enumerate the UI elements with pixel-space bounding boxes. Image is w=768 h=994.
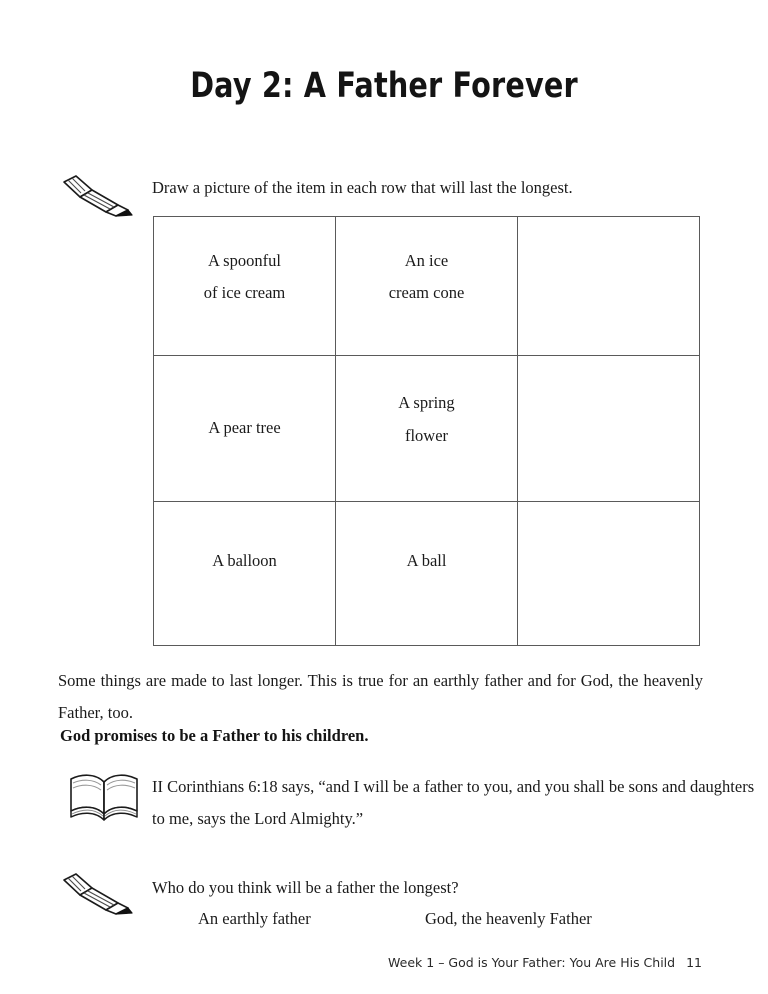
cell-line: flower <box>404 425 449 445</box>
table-cell <box>336 217 518 356</box>
answer-option-earthly-father[interactable]: An earthly father <box>198 909 311 928</box>
page-title: Day 2: A Father Forever <box>190 66 578 106</box>
table-cell <box>154 502 336 646</box>
cell-line: cream cone <box>388 283 465 302</box>
drawing-cell[interactable] <box>518 217 700 356</box>
scripture-text: II Corinthians 6:18 says, “and I will be a father to you, and you shall be sons and daughters to me, says the Lord Almighty.” <box>152 777 755 829</box>
promise-statement: God promises to be a Father to his children. <box>60 726 369 745</box>
cell-line: A spoonful <box>208 250 281 270</box>
cell-line: An ice <box>404 250 449 270</box>
table-row <box>154 502 700 646</box>
instruction-text: Draw a picture of the item in each row that will last the longest. <box>152 178 573 197</box>
footer-text: Week 1 – God is Your Father: You Are His Child <box>388 955 676 970</box>
table-cell <box>336 356 518 502</box>
page-number: 11 <box>686 955 702 970</box>
open-book-icon <box>64 770 144 828</box>
body-paragraph: Some things are made to last longer. This is true for an earthly father and for God, the heavenly Father, too. <box>58 671 703 722</box>
cell-line: A spring <box>398 393 455 413</box>
answer-option-heavenly-father[interactable]: God, the heavenly Father <box>425 909 592 928</box>
drawing-cell[interactable] <box>518 356 700 502</box>
drawing-table <box>153 216 700 646</box>
cell-line: of ice cream <box>203 283 286 302</box>
scripture-row <box>58 768 755 838</box>
table-cell <box>154 356 336 502</box>
page-footer <box>388 955 702 970</box>
table-row <box>154 356 700 502</box>
drawing-cell[interactable] <box>518 502 700 646</box>
cell-line: A balloon <box>212 551 277 571</box>
question-row <box>58 872 708 942</box>
pencil-icon <box>58 174 140 218</box>
cell-line: A ball <box>406 551 447 571</box>
cell-line: A pear tree <box>208 418 281 438</box>
instruction-row <box>58 176 708 216</box>
table-cell <box>336 502 518 646</box>
pencil-icon <box>58 872 140 916</box>
table-row <box>154 217 700 356</box>
table-cell <box>154 217 336 356</box>
question-prompt: Who do you think will be a father the longest? <box>152 878 459 897</box>
